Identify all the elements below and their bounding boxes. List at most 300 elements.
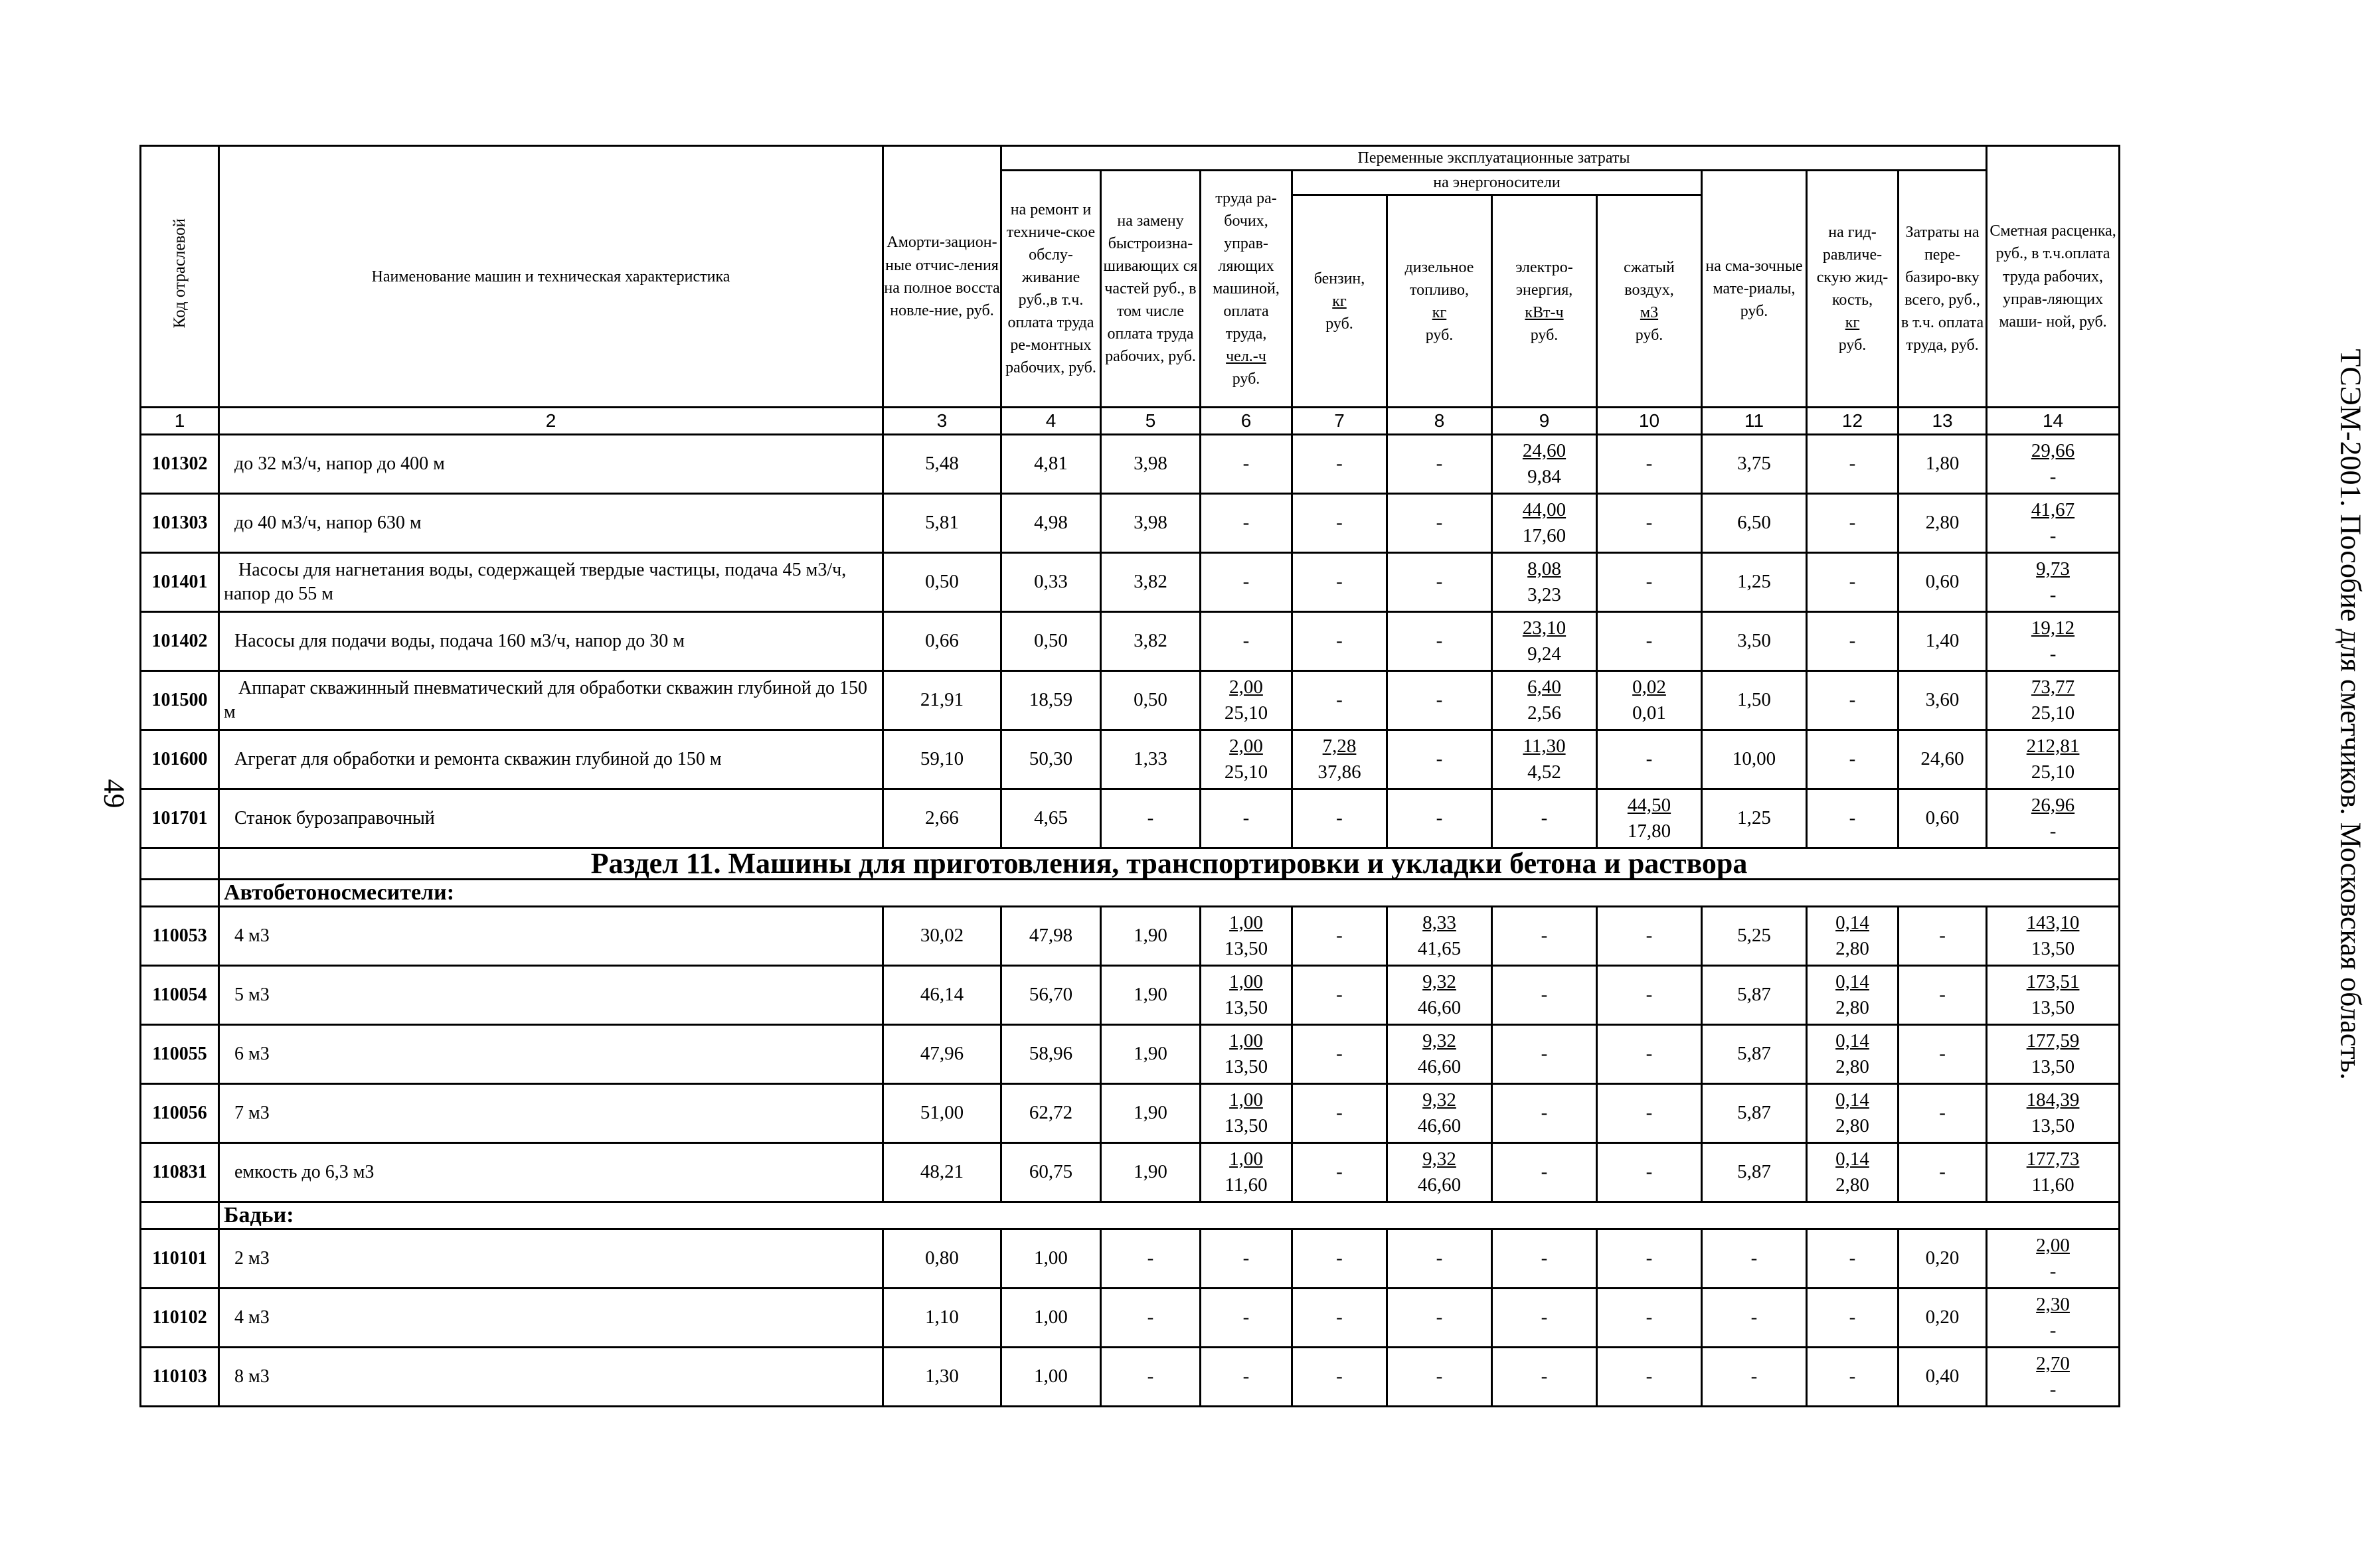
- estimated-rate-value-top: 184,39: [2026, 1089, 2080, 1111]
- compressed-air-value: -: [1597, 434, 1702, 493]
- electricity-value-bottom: 3,23: [1527, 584, 1561, 605]
- operator-labor-value-top: 1,00: [1229, 1089, 1263, 1111]
- petrol-value: -: [1292, 434, 1387, 493]
- estimated-rate-value-top: 177,73: [2026, 1148, 2080, 1170]
- petrol-value: -: [1292, 965, 1387, 1024]
- table-row: [141, 1142, 2120, 1202]
- estimated-rate-value: [1987, 611, 2120, 670]
- estimated-rate-value-bottom: -: [2049, 584, 2057, 605]
- repair-value: 62,72: [1001, 1083, 1101, 1142]
- estimated-rate-value-bottom: -: [2049, 820, 2057, 842]
- machine-name: Агрегат для обработки и ремонта скважин глубиной до 150 м: [219, 730, 883, 789]
- header-relocation: Затраты на пере-базиро-вку всего, руб., в т.ч. оплата труда, руб.: [1899, 171, 1987, 408]
- repair-value: 60,75: [1001, 1142, 1101, 1202]
- header-diesel: дизельное топливо, кг руб.: [1387, 195, 1492, 408]
- petrol-value: -: [1292, 1229, 1387, 1288]
- electricity-value: [1492, 611, 1597, 670]
- estimated-rate-value-bottom: -: [2049, 643, 2057, 665]
- operator-labor-value-bottom: 13,50: [1224, 937, 1268, 959]
- operator-labor-value-top: 1,00: [1229, 911, 1263, 933]
- rates-table-sheet: [139, 145, 2118, 1407]
- estimated-rate-value-top: 2,30: [2036, 1293, 2070, 1315]
- relocation-value: 3,60: [1899, 670, 1987, 730]
- petrol-value: -: [1292, 1288, 1387, 1347]
- diesel-value: [1387, 1024, 1492, 1083]
- column-number: 11: [1702, 408, 1807, 435]
- estimated-rate-value-bottom: -: [2049, 524, 2057, 546]
- machine-code: 101401: [141, 552, 219, 611]
- compressed-air-value-top: 44,50: [1627, 794, 1671, 816]
- lubricants-value: 5,25: [1702, 906, 1807, 965]
- relocation-value: 0,40: [1899, 1347, 1987, 1406]
- column-number: 13: [1899, 408, 1987, 435]
- electricity-value: [1492, 730, 1597, 789]
- diesel-value: -: [1387, 670, 1492, 730]
- diesel-value-top: 8,33: [1422, 911, 1456, 933]
- table-row: [141, 965, 2120, 1024]
- estimated-rate-value-top: 177,59: [2026, 1030, 2080, 1052]
- operator-labor-value-top: 1,00: [1229, 1148, 1263, 1170]
- estimated-rate-value-bottom: 11,60: [2031, 1174, 2074, 1196]
- header-parts-replacement: на замену быстроизна-шивающих ся частей руб., в том числе оплата труда рабочих, руб.: [1101, 171, 1201, 408]
- operator-labor-value-top: 1,00: [1229, 971, 1263, 992]
- operator-labor-value-bottom: 25,10: [1224, 761, 1268, 783]
- estimated-rate-value: [1987, 670, 2120, 730]
- compressed-air-value-bottom: 0,01: [1632, 702, 1666, 724]
- amortization-value: 21,91: [883, 670, 1001, 730]
- electricity-value-top: 44,00: [1522, 499, 1566, 520]
- diesel-value: -: [1387, 611, 1492, 670]
- petrol-value-bottom: 37,86: [1317, 761, 1361, 783]
- operator-labor-value: [1201, 965, 1292, 1024]
- hydraulic-fluid-value: [1807, 1083, 1899, 1142]
- compressed-air-value: -: [1597, 552, 1702, 611]
- header-amortization: Аморти-зацион-ные отчис-ления на полное восста новле-ние, руб.: [883, 146, 1001, 408]
- table-body-top: [141, 434, 2120, 848]
- electricity-value: -: [1492, 1229, 1597, 1288]
- lubricants-value: -: [1702, 1347, 1807, 1406]
- estimated-rate-value: [1987, 906, 2120, 965]
- header-lubricants: на сма-зочные мате-риалы, руб.: [1702, 171, 1807, 408]
- compressed-air-value-bottom: 17,80: [1627, 820, 1671, 842]
- petrol-value: -: [1292, 670, 1387, 730]
- diesel-value-bottom: 46,60: [1417, 996, 1462, 1018]
- diesel-value: [1387, 906, 1492, 965]
- electricity-value-top: 6,40: [1527, 676, 1561, 698]
- hydraulic-fluid-value-top: 0,14: [1835, 971, 1869, 992]
- operator-labor-value: [1201, 1024, 1292, 1083]
- table-row: [141, 1024, 2120, 1083]
- estimated-rate-value-bottom: 13,50: [2031, 1056, 2075, 1077]
- amortization-value: 5,81: [883, 493, 1001, 552]
- table-row: [141, 906, 2120, 965]
- estimated-rate-value-top: 173,51: [2026, 971, 2080, 992]
- repair-value: 4,65: [1001, 789, 1101, 848]
- compressed-air-value: -: [1597, 1288, 1702, 1347]
- table-row: [141, 1229, 2120, 1288]
- compressed-air-value: -: [1597, 1024, 1702, 1083]
- machine-code: 110103: [141, 1347, 219, 1406]
- electricity-value-bottom: 9,84: [1527, 465, 1561, 487]
- diesel-value-bottom: 46,60: [1417, 1174, 1462, 1196]
- hydraulic-fluid-value: -: [1807, 611, 1899, 670]
- hydraulic-fluid-value: -: [1807, 434, 1899, 493]
- operator-labor-value-bottom: 13,50: [1224, 1056, 1268, 1077]
- machine-name: Насосы для подачи воды, подача 160 м3/ч, напор до 30 м: [219, 611, 883, 670]
- hydraulic-fluid-value: -: [1807, 1288, 1899, 1347]
- relocation-value: -: [1899, 1083, 1987, 1142]
- lubricants-value: 5,87: [1702, 1024, 1807, 1083]
- relocation-value: -: [1899, 1024, 1987, 1083]
- header-electricity: электро-энергия, кВт-ч руб.: [1492, 195, 1597, 408]
- estimated-rate-value: [1987, 1288, 2120, 1347]
- column-number: 3: [883, 408, 1001, 435]
- hydraulic-fluid-value: -: [1807, 1229, 1899, 1288]
- parts-value: 3,82: [1101, 552, 1201, 611]
- petrol-value-top: 7,28: [1322, 735, 1357, 757]
- operator-labor-value-bottom: 11,60: [1225, 1174, 1268, 1196]
- electricity-value-top: 23,10: [1522, 617, 1566, 639]
- column-number: 8: [1387, 408, 1492, 435]
- estimated-rate-value: [1987, 1229, 2120, 1288]
- compressed-air-value: -: [1597, 1083, 1702, 1142]
- estimated-rate-value: [1987, 789, 2120, 848]
- machine-code: 101303: [141, 493, 219, 552]
- hydraulic-fluid-value-bottom: 2,80: [1835, 1056, 1869, 1077]
- parts-value: -: [1101, 1288, 1201, 1347]
- estimated-rate-value-bottom: 25,10: [2031, 702, 2075, 724]
- estimated-rate-value-bottom: 25,10: [2031, 761, 2075, 783]
- electricity-value-bottom: 4,52: [1527, 761, 1561, 783]
- estimated-rate-value: [1987, 552, 2120, 611]
- hydraulic-fluid-value: -: [1807, 552, 1899, 611]
- amortization-value: 51,00: [883, 1083, 1001, 1142]
- parts-value: 3,98: [1101, 434, 1201, 493]
- petrol-value: -: [1292, 611, 1387, 670]
- hydraulic-fluid-value: -: [1807, 670, 1899, 730]
- column-number: 1: [141, 408, 219, 435]
- diesel-value: -: [1387, 1288, 1492, 1347]
- electricity-value: [1492, 493, 1597, 552]
- parts-value: 3,98: [1101, 493, 1201, 552]
- compressed-air-value: -: [1597, 1142, 1702, 1202]
- machine-code: 110053: [141, 906, 219, 965]
- diesel-value: -: [1387, 552, 1492, 611]
- electricity-value: -: [1492, 1288, 1597, 1347]
- parts-value: -: [1101, 1229, 1201, 1288]
- estimated-rate-value-top: 73,77: [2031, 676, 2075, 698]
- table-row: [141, 1347, 2120, 1406]
- lubricants-value: 1,25: [1702, 552, 1807, 611]
- electricity-value-top: 11,30: [1523, 735, 1566, 757]
- lubricants-value: 10,00: [1702, 730, 1807, 789]
- operator-labor-value: [1201, 1142, 1292, 1202]
- machine-name: 2 м3: [219, 1229, 883, 1288]
- header-operator-labor: труда ра-бочих, управ-ляющих машиной, оплата труда, чел.-ч руб.: [1201, 171, 1292, 408]
- operator-labor-value: -: [1201, 611, 1292, 670]
- machine-name: 4 м3: [219, 1288, 883, 1347]
- estimated-rate-value: [1987, 1024, 2120, 1083]
- estimated-rate-value: [1987, 1142, 2120, 1202]
- hydraulic-fluid-value-bottom: 2,80: [1835, 1174, 1869, 1196]
- relocation-value: 0,60: [1899, 552, 1987, 611]
- repair-value: 58,96: [1001, 1024, 1101, 1083]
- repair-value: 47,98: [1001, 906, 1101, 965]
- machine-code: 101701: [141, 789, 219, 848]
- table-row: [141, 730, 2120, 789]
- estimated-rate-value: [1987, 1083, 2120, 1142]
- amortization-value: 1,30: [883, 1347, 1001, 1406]
- hydraulic-fluid-value: [1807, 1024, 1899, 1083]
- amortization-value: 0,66: [883, 611, 1001, 670]
- machine-name: 4 м3: [219, 906, 883, 965]
- compressed-air-value: [1597, 789, 1702, 848]
- header-hydraulic-fluid: на гид-равличе-скую жид-кость, кг руб.: [1807, 171, 1899, 408]
- hydraulic-fluid-value: -: [1807, 730, 1899, 789]
- operator-labor-value: [1201, 906, 1292, 965]
- diesel-value: [1387, 1142, 1492, 1202]
- column-number: 2: [219, 408, 883, 435]
- parts-value: -: [1101, 1347, 1201, 1406]
- repair-value: 1,00: [1001, 1288, 1101, 1347]
- amortization-value: 46,14: [883, 965, 1001, 1024]
- operator-labor-value: [1201, 670, 1292, 730]
- relocation-value: 1,80: [1899, 434, 1987, 493]
- column-numbers-row: [141, 408, 2120, 435]
- lubricants-value: 1,25: [1702, 789, 1807, 848]
- column-number: 12: [1807, 408, 1899, 435]
- estimated-rate-value-top: 26,96: [2031, 794, 2075, 816]
- lubricants-value: -: [1702, 1288, 1807, 1347]
- petrol-value: -: [1292, 1142, 1387, 1202]
- electricity-value-top: 24,60: [1522, 439, 1566, 461]
- relocation-value: 1,40: [1899, 611, 1987, 670]
- diesel-value-top: 9,32: [1422, 1148, 1456, 1170]
- amortization-value: 1,10: [883, 1288, 1001, 1347]
- page-number: 49: [98, 779, 131, 809]
- table-body-mixers: [141, 906, 2120, 1202]
- parts-value: 1,90: [1101, 1142, 1201, 1202]
- hydraulic-fluid-value-bottom: 2,80: [1835, 1115, 1869, 1137]
- parts-value: 1,33: [1101, 730, 1201, 789]
- machine-name: до 40 м3/ч, напор 630 м: [219, 493, 883, 552]
- table-row: [141, 1083, 2120, 1142]
- operator-labor-value: [1201, 730, 1292, 789]
- relocation-value: 2,80: [1899, 493, 1987, 552]
- machine-name: 6 м3: [219, 1024, 883, 1083]
- table-row: [141, 789, 2120, 848]
- repair-value: 1,00: [1001, 1229, 1101, 1288]
- estimated-rate-value: [1987, 434, 2120, 493]
- relocation-value: -: [1899, 965, 1987, 1024]
- parts-value: 1,90: [1101, 1083, 1201, 1142]
- lubricants-value: -: [1702, 1229, 1807, 1288]
- hydraulic-fluid-value: [1807, 1142, 1899, 1202]
- estimated-rate-value-top: 143,10: [2026, 911, 2080, 933]
- column-number: 6: [1201, 408, 1292, 435]
- diesel-value: [1387, 1083, 1492, 1142]
- machine-code: 101600: [141, 730, 219, 789]
- group-title-buckets: Бадьи:: [219, 1202, 2120, 1229]
- operator-labor-value-top: 2,00: [1229, 676, 1263, 698]
- relocation-value: 24,60: [1899, 730, 1987, 789]
- amortization-value: 0,80: [883, 1229, 1001, 1288]
- electricity-value: -: [1492, 1024, 1597, 1083]
- machine-code: 110054: [141, 965, 219, 1024]
- group-header-buckets: [141, 1202, 2120, 1229]
- diesel-value: -: [1387, 789, 1492, 848]
- estimated-rate-value-bottom: -: [2049, 1319, 2057, 1341]
- relocation-value: 0,20: [1899, 1229, 1987, 1288]
- parts-value: 3,82: [1101, 611, 1201, 670]
- header-variable-costs: Переменные эксплуатационные затраты: [1001, 146, 1987, 171]
- amortization-value: 48,21: [883, 1142, 1001, 1202]
- column-number: 14: [1987, 408, 2120, 435]
- electricity-value: -: [1492, 1142, 1597, 1202]
- estimated-rate-value-bottom: 13,50: [2031, 1115, 2075, 1137]
- relocation-value: 0,20: [1899, 1288, 1987, 1347]
- hydraulic-fluid-value: [1807, 906, 1899, 965]
- estimated-rate-value-bottom: -: [2049, 465, 2057, 487]
- machine-code: 110056: [141, 1083, 219, 1142]
- electricity-value: -: [1492, 1347, 1597, 1406]
- table-row: [141, 611, 2120, 670]
- parts-value: 0,50: [1101, 670, 1201, 730]
- operator-labor-value: -: [1201, 1288, 1292, 1347]
- section-title: Раздел 11. Машины для приготовления, транспортировки и укладки бетона и раствора: [219, 848, 2120, 879]
- electricity-value-bottom: 9,24: [1527, 643, 1561, 665]
- lubricants-value: 3,50: [1702, 611, 1807, 670]
- estimated-rate-value-bottom: 13,50: [2031, 937, 2075, 959]
- hydraulic-fluid-value-bottom: 2,80: [1835, 937, 1869, 959]
- table-row: [141, 1288, 2120, 1347]
- machine-code: 110102: [141, 1288, 219, 1347]
- amortization-value: 2,66: [883, 789, 1001, 848]
- estimated-rate-value-bottom: 13,50: [2031, 996, 2075, 1018]
- lubricants-value: 5,87: [1702, 965, 1807, 1024]
- repair-value: 4,81: [1001, 434, 1101, 493]
- machine-name: 7 м3: [219, 1083, 883, 1142]
- repair-value: 1,00: [1001, 1347, 1101, 1406]
- machine-code: 101402: [141, 611, 219, 670]
- diesel-value: -: [1387, 1229, 1492, 1288]
- relocation-value: 0,60: [1899, 789, 1987, 848]
- diesel-value-bottom: 46,60: [1417, 1115, 1462, 1137]
- machine-code: 110831: [141, 1142, 219, 1202]
- estimated-rate-value: [1987, 965, 2120, 1024]
- electricity-value-bottom: 2,56: [1527, 702, 1561, 724]
- diesel-value: [1387, 965, 1492, 1024]
- group-spacer: [141, 879, 219, 906]
- petrol-value: -: [1292, 789, 1387, 848]
- section-spacer: [141, 848, 219, 879]
- machine-rates-table: [139, 145, 2120, 1407]
- compressed-air-value: -: [1597, 906, 1702, 965]
- operator-labor-value-bottom: 13,50: [1224, 1115, 1268, 1137]
- header-energy: на энергоносители: [1292, 171, 1702, 195]
- petrol-value: -: [1292, 1347, 1387, 1406]
- header-estimated-rate: Сметная расценка, руб., в т.ч.оплата труда рабочих, управ-ляющих маши- ной, руб.: [1987, 146, 2120, 408]
- machine-name: Станок бурозаправочный: [219, 789, 883, 848]
- diesel-value-bottom: 41,65: [1417, 937, 1462, 959]
- repair-value: 0,50: [1001, 611, 1101, 670]
- operator-labor-value: -: [1201, 552, 1292, 611]
- hydraulic-fluid-value: -: [1807, 493, 1899, 552]
- lubricants-value: 6,50: [1702, 493, 1807, 552]
- electricity-value: -: [1492, 789, 1597, 848]
- diesel-value-top: 9,32: [1422, 1030, 1456, 1052]
- operator-labor-value-top: 2,00: [1229, 735, 1263, 757]
- petrol-value: [1292, 730, 1387, 789]
- petrol-value: -: [1292, 1024, 1387, 1083]
- diesel-value: -: [1387, 434, 1492, 493]
- operator-labor-value-top: 1,00: [1229, 1030, 1263, 1052]
- hydraulic-fluid-value: -: [1807, 1347, 1899, 1406]
- header-name: Наименование машин и техническая характеристика: [219, 146, 883, 408]
- column-number: 10: [1597, 408, 1702, 435]
- column-number: 5: [1101, 408, 1201, 435]
- group-title-mixers: Автобетоносмесители:: [219, 879, 2120, 906]
- table-row: [141, 493, 2120, 552]
- repair-value: 18,59: [1001, 670, 1101, 730]
- operator-labor-value: -: [1201, 434, 1292, 493]
- header-repair: на ремонт и техниче-ское обслу-живание руб.,в т.ч. оплата труда ре-монтных рабочих, руб.: [1001, 171, 1101, 408]
- parts-value: 1,90: [1101, 906, 1201, 965]
- diesel-value-top: 9,32: [1422, 1089, 1456, 1111]
- repair-value: 50,30: [1001, 730, 1101, 789]
- header-code: Код отраслевой: [141, 146, 219, 408]
- compressed-air-value: -: [1597, 730, 1702, 789]
- electricity-value: -: [1492, 1083, 1597, 1142]
- machine-name: 8 м3: [219, 1347, 883, 1406]
- machine-name: до 32 м3/ч, напор до 400 м: [219, 434, 883, 493]
- estimated-rate-value-bottom: -: [2049, 1378, 2057, 1400]
- header-petrol: бензин, кг руб.: [1292, 195, 1387, 408]
- parts-value: -: [1101, 789, 1201, 848]
- diesel-value: -: [1387, 1347, 1492, 1406]
- repair-value: 4,98: [1001, 493, 1101, 552]
- parts-value: 1,90: [1101, 1024, 1201, 1083]
- parts-value: 1,90: [1101, 965, 1201, 1024]
- hydraulic-fluid-value-top: 0,14: [1835, 1089, 1869, 1111]
- estimated-rate-value-top: 2,00: [2036, 1234, 2070, 1256]
- compressed-air-value: -: [1597, 965, 1702, 1024]
- electricity-value: -: [1492, 906, 1597, 965]
- amortization-value: 30,02: [883, 906, 1001, 965]
- hydraulic-fluid-value-top: 0,14: [1835, 911, 1869, 933]
- amortization-value: 59,10: [883, 730, 1001, 789]
- petrol-value: -: [1292, 906, 1387, 965]
- operator-labor-value: -: [1201, 1229, 1292, 1288]
- machine-code: 110101: [141, 1229, 219, 1288]
- compressed-air-value: -: [1597, 493, 1702, 552]
- estimated-rate-value: [1987, 730, 2120, 789]
- operator-labor-value: -: [1201, 1347, 1292, 1406]
- estimated-rate-value: [1987, 493, 2120, 552]
- estimated-rate-value-bottom: -: [2049, 1260, 2057, 1282]
- side-title: ТСЭМ-2001. Пособие для сметчиков. Московская область.: [2334, 349, 2367, 1080]
- electricity-value: [1492, 552, 1597, 611]
- machine-code: 110055: [141, 1024, 219, 1083]
- electricity-value-bottom: 17,60: [1522, 524, 1566, 546]
- electricity-value-top: 8,08: [1527, 558, 1561, 580]
- machine-code: 101500: [141, 670, 219, 730]
- repair-value: 56,70: [1001, 965, 1101, 1024]
- diesel-value: -: [1387, 493, 1492, 552]
- estimated-rate-value-top: 19,12: [2031, 617, 2075, 639]
- estimated-rate-value-top: 9,73: [2036, 558, 2070, 580]
- diesel-value-top: 9,32: [1422, 971, 1456, 992]
